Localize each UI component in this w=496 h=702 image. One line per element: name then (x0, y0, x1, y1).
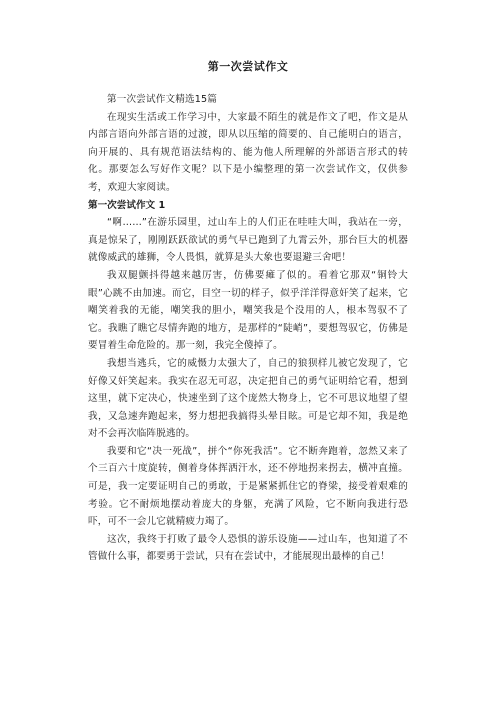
body-paragraph: 我要和它“决一死战”，拼个“你死我活”。它不断奔跑着，忽然又来了个三百六十度旋转，侧着身体挥洒汗水，还不停地拐来拐去，横冲直撞。可是，我一定要证明自己的勇敢，于是紧紧抓住它的脊梁，接受着艰难的考验。它不耐烦地摆动着庞大的身躯，充满了风险，它不断向我进行恐吓，可不一会儿它就精疲力竭了。 (88, 445, 408, 528)
body-paragraph: 这次，我终于打败了最令人恐惧的游乐设施——过山车，也知道了不管做什么事，都要勇于尝试，只有在尝试中，才能展现出最棒的自己！ (88, 533, 408, 563)
document-title: 第一次尝试作文 (207, 60, 289, 73)
document-page (88, 60, 408, 566)
body-paragraph: 我想当逃兵，它的威慑力太强大了，自己的狼狈样儿被它发现了，它好像又奸笑起来。我实在忍无可忍，决定把自己的勇气证明给它看，想到这里，就下定决心，快速坐到了这个庞然大物身上，它不可思议地望了望我，又急速奔跑起来，努力想把我搞得头晕目眩。可是它却不知，我是绝对不会再次临阵脱逃的。 (88, 357, 408, 440)
document-subtitle: 第一次尝试作文精选15篇 (107, 94, 217, 105)
body-paragraph: “啊……”在游乐园里，过山车上的人们正在哇哇大叫，我站在一旁，真是惊呆了，刚刚跃跃欲试的勇气早已跑到了九霄云外，那台巨大的机器就像威武的雄狮，令人畏惧，就算是头大象也要退避三舍吧！ (88, 217, 408, 264)
section-heading: 第一次尝试作文 1 (88, 199, 166, 211)
body-paragraph: 我双腿颤抖得越来越厉害，仿佛要瘫了似的。看着它那双“铜铃大眼”心跳不由加速。而它，目空一切的样子，似乎洋洋得意奸笑了起来，它嘲笑着我的无能，嘲笑我的胆小，嘲笑我是个没用的人，根本驾驭不了它。我瞧了瞧它尽情奔跑的地方，是那样的“陡峭”，要想驾驭它，仿佛是要冒着生命危险的。那一刻，我完全傻掉了。 (88, 269, 408, 352)
intro-paragraph: 在现实生活或工作学习中，大家最不陌生的就是作文了吧，作文是从内部言语向外部言语的过渡，即从以压缩的简要的、自己能明白的语言，向开展的、具有规范语法结构的、能为他人所理解的外部语言形式的转化。那要怎么写好作文呢？以下是小编整理的第一次尝试作文，仅供参考，欢迎大家阅读。 (88, 111, 408, 193)
